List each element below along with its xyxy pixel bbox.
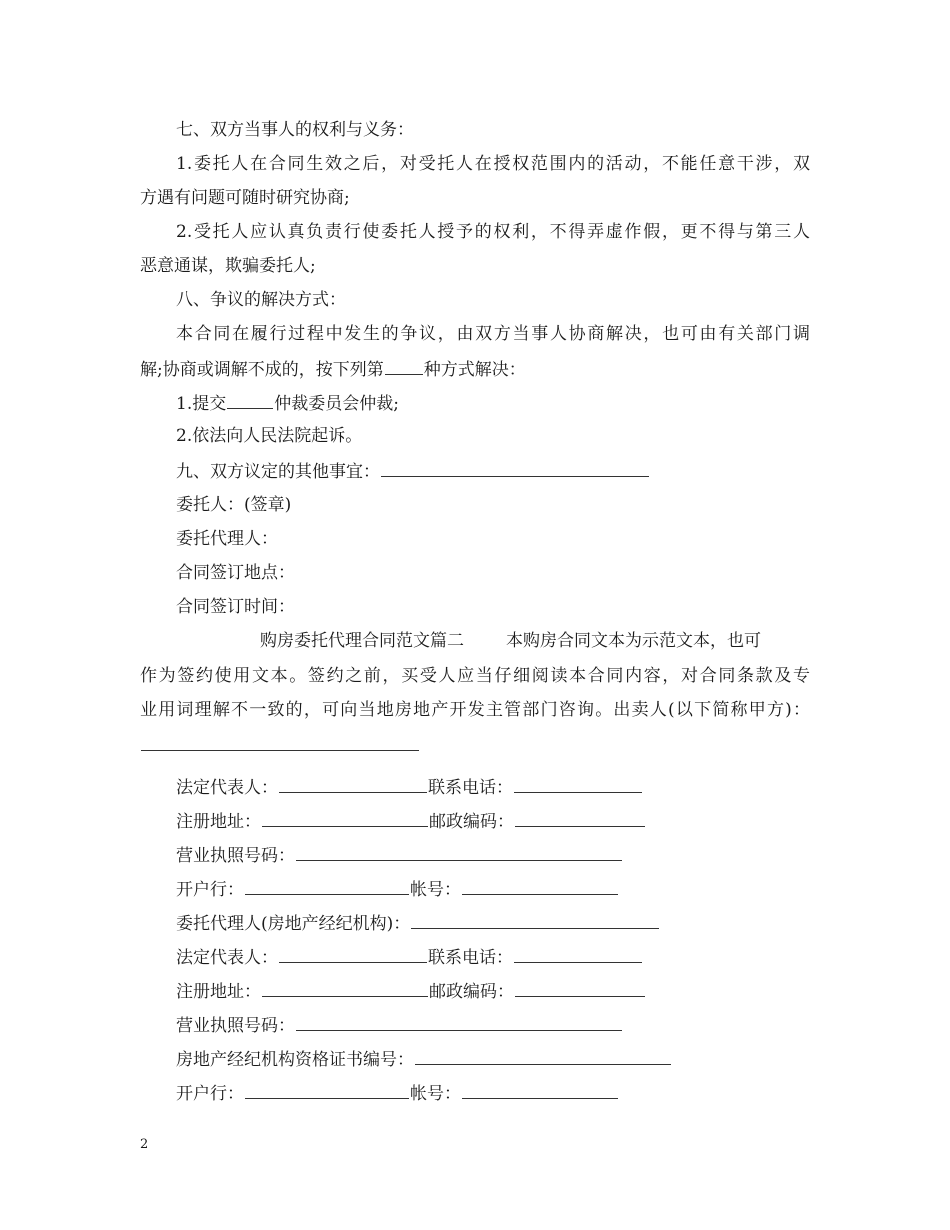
- field-bank-2: [0, 1076, 950, 1110]
- text: 委托人：(签章): [176, 495, 292, 515]
- text: 委托代理人：: [176, 529, 278, 549]
- clause-8-heading: [0, 284, 950, 318]
- fill-blank[interactable]: [279, 770, 427, 793]
- field-license-2: [0, 1008, 950, 1042]
- label: 联系电话：: [428, 948, 513, 968]
- label: 帐号：: [410, 1084, 461, 1104]
- fill-blank[interactable]: [385, 352, 423, 375]
- field-license-1: [0, 838, 950, 872]
- clause-8-body-cont: [0, 352, 950, 386]
- fill-blank[interactable]: [262, 804, 428, 827]
- fill-blank[interactable]: [515, 974, 645, 997]
- label: 营业执照号码：: [176, 846, 295, 866]
- signing-place: [0, 557, 950, 591]
- fill-blank[interactable]: [514, 940, 642, 963]
- signature-agent: [0, 523, 950, 557]
- fill-blank[interactable]: [462, 872, 618, 895]
- fill-blank[interactable]: [141, 728, 419, 751]
- label: 开户行：: [176, 880, 244, 900]
- fill-blank[interactable]: [296, 838, 622, 861]
- clause-8-option-1: [0, 386, 950, 420]
- text: 合同签订时间：: [176, 597, 295, 617]
- fill-blank[interactable]: [514, 770, 642, 793]
- label: 联系电话：: [428, 778, 513, 798]
- clause-7-item-1: [0, 148, 810, 182]
- label: 开户行：: [176, 1084, 244, 1104]
- text: 作为签约使用文本。签约之前，买受人应当仔细阅读本合同内容，对合同条款及专: [140, 666, 810, 686]
- clause-8-body: [0, 318, 810, 352]
- field-address-2: [0, 974, 950, 1008]
- text: 1.提交: [176, 394, 227, 414]
- field-certificate-number: [0, 1042, 950, 1076]
- fill-blank[interactable]: [262, 974, 428, 997]
- text: 解;协商或调解不成的，按下列第: [140, 360, 384, 380]
- text: 1.委托人在合同生效之后，对受托人在授权范围内的活动，不能任意干涉，双: [176, 154, 810, 174]
- text: 仲裁委员会仲裁;: [274, 394, 399, 414]
- clause-8-option-2: [0, 420, 950, 454]
- fill-blank[interactable]: [415, 1042, 671, 1065]
- text: 本合同在履行过程中发生的争议，由双方当事人协商解决，也可由有关部门调: [176, 324, 810, 344]
- text: 2.受托人应认真负责行使委托人授予的权利，不得弄虚作假，更不得与第三人: [176, 222, 810, 242]
- article-2-body: [0, 660, 810, 694]
- article-title: 购房委托代理合同范文篇二: [260, 631, 464, 651]
- text: 合同签订地点：: [176, 563, 295, 583]
- text: 种方式解决：: [423, 360, 526, 380]
- text: 七、双方当事人的权利与义务：: [176, 120, 414, 140]
- field-legal-rep-2: [0, 940, 950, 974]
- article-2-title: [0, 625, 950, 659]
- text: 2.依法向人民法院起诉。: [176, 426, 363, 446]
- label: 邮政编码：: [429, 812, 514, 832]
- clause-7-item-2-cont: [0, 250, 950, 284]
- article-2-body-cont: [0, 694, 810, 728]
- fill-blank[interactable]: [411, 906, 659, 929]
- label: 帐号：: [410, 880, 461, 900]
- text: 恶意通谋，欺骗委托人;: [140, 256, 316, 276]
- label: 房地产经纪机构资格证书编号：: [176, 1050, 414, 1070]
- signature-principal: [0, 489, 950, 523]
- fill-blank[interactable]: [462, 1076, 618, 1099]
- text: 方遇有问题可随时研究协商;: [140, 188, 350, 208]
- text: 本购房合同文本为示范文本，也可: [506, 631, 761, 651]
- label: 注册地址：: [176, 982, 261, 1002]
- clause-7-item-1-cont: [0, 182, 950, 216]
- field-address-1: [0, 804, 950, 838]
- label: 法定代表人：: [176, 778, 278, 798]
- label: 注册地址：: [176, 812, 261, 832]
- label: 邮政编码：: [429, 982, 514, 1002]
- clause-9-heading: [0, 454, 950, 488]
- page-number: 2: [140, 1137, 149, 1152]
- fill-blank[interactable]: [515, 804, 645, 827]
- label: 委托代理人(房地产经纪机构)：: [176, 914, 411, 934]
- text: 九、双方议定的其他事宜：: [176, 462, 380, 482]
- label: 营业执照号码：: [176, 1016, 295, 1036]
- clause-7-item-2: [0, 216, 810, 250]
- clause-7-heading: [0, 114, 950, 148]
- fill-blank[interactable]: [296, 1008, 622, 1031]
- signing-time: [0, 591, 950, 625]
- text: 八、争议的解决方式：: [176, 290, 346, 310]
- fill-blank[interactable]: [245, 1076, 409, 1099]
- fill-blank[interactable]: [381, 454, 649, 477]
- seller-blank-line: [0, 728, 950, 762]
- label: 法定代表人：: [176, 948, 278, 968]
- fill-blank[interactable]: [245, 872, 409, 895]
- fill-blank[interactable]: [227, 386, 273, 409]
- field-agent-org: [0, 906, 950, 940]
- field-bank-1: [0, 872, 950, 906]
- fill-blank[interactable]: [279, 940, 427, 963]
- field-legal-rep-1: [0, 770, 950, 804]
- text: 业用词理解不一致的，可向当地房地产开发主管部门咨询。出卖人(以下简称甲方)：: [140, 700, 810, 720]
